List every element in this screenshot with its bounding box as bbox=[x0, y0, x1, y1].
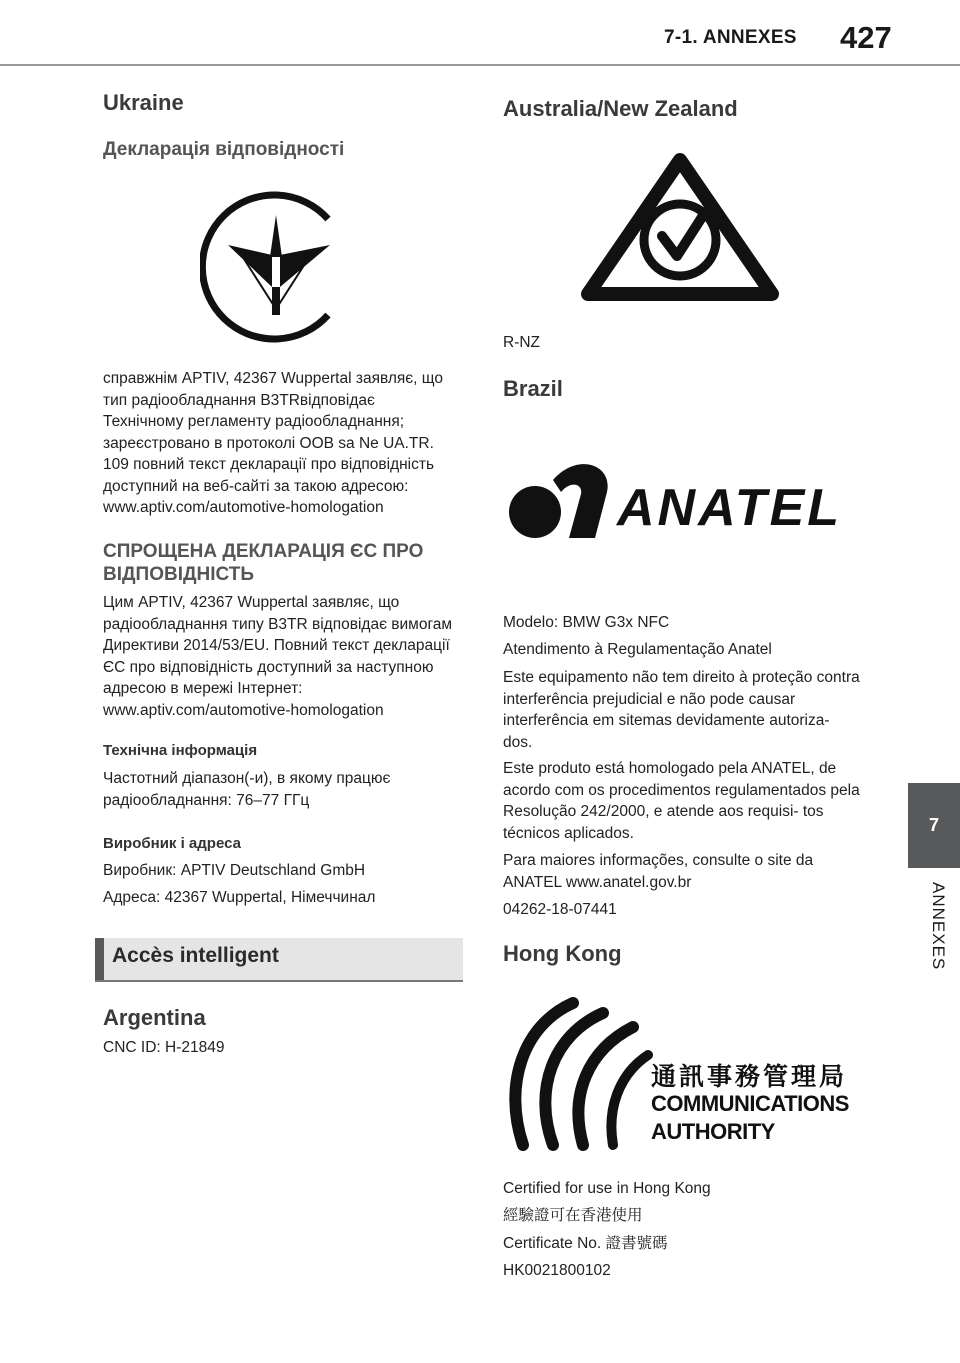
chapter-tab[interactable]: 7 bbox=[908, 783, 960, 868]
ukraine-maker-line1: Виробник: APTIV Deutschland GmbH bbox=[103, 862, 366, 879]
hongkong-certificate-number: HK0021800102 bbox=[503, 1262, 611, 1279]
ukraine-eu-heading: СПРОЩЕНА ДЕКЛАРАЦІЯ ЄС ПРО ВІДПОВІДНІСТЬ bbox=[103, 541, 424, 585]
chapter-label: 7-1. ANNEXES bbox=[664, 27, 797, 48]
page-number: 427 bbox=[840, 20, 892, 55]
hongkong-certified: Certified for use in Hong Kong bbox=[503, 1180, 711, 1197]
hongkong-title: Hong Kong bbox=[503, 941, 622, 966]
argentina-text: CNC ID: H-21849 bbox=[103, 1039, 225, 1056]
ofca-english-name-line2: AUTHORITY bbox=[651, 1119, 775, 1144]
ukraine-maker-line2: Адреса: 42367 Wuppertal, Німеччинaл bbox=[103, 889, 376, 906]
ofca-chinese-name: 通訊事務管理局 bbox=[651, 1063, 848, 1091]
brazil-code: 04262-18-07441 bbox=[503, 901, 617, 918]
ofca-english-name-line1: COMMUNICATIONS bbox=[651, 1091, 849, 1116]
anatel-emblem-icon bbox=[505, 452, 615, 544]
brazil-para2: Este produto está homologado pela ANATEL, de acordo com os procedimentos regulamentados pela Resolução 242/2000, e atende aos requisi- tos técnicos aplicados. bbox=[503, 760, 860, 842]
ukraine-conformity-mark-icon bbox=[200, 187, 350, 347]
ukraine-maker-heading: Виробник і адреса bbox=[103, 835, 241, 852]
brazil-model: Modelo: BMW G3x NFC bbox=[503, 614, 670, 631]
australia-caption: R-NZ bbox=[503, 334, 541, 351]
banner-title: Accès intelligent bbox=[112, 944, 279, 967]
ukraine-subtitle: Декларація відповідності bbox=[103, 139, 345, 160]
hongkong-certified-chinese: 經驗證可在香港使用 bbox=[503, 1207, 643, 1224]
section-banner bbox=[95, 938, 463, 982]
ofca-swirl-icon bbox=[503, 995, 653, 1155]
header-divider bbox=[0, 64, 960, 66]
ukraine-eu-text: Цим APTIV, 42367 Wuppertal заявляє, що радіообладнання типу B3TR відповідає вимогам Директиви 2014/53/EU. Повний текст декларації ЄС про відповідність доступний за наступною адресою в мережі Інтернет: www.aptiv.com/automotive-homologation bbox=[103, 594, 453, 719]
brazil-regulation: Atendimento à Regulamentação Anatel bbox=[503, 641, 772, 658]
brazil-para3: Para maiores informações, consulte o site da ANATEL www.anatel.gov.br bbox=[503, 852, 814, 891]
chapter-tab-label: ANNEXES bbox=[929, 882, 948, 971]
banner-accent-bar bbox=[95, 938, 104, 980]
anatel-logo bbox=[505, 452, 850, 544]
hongkong-certificate-label: Certificate No. 證書號碼 bbox=[503, 1235, 668, 1252]
brazil-title: Brazil bbox=[503, 376, 563, 401]
australia-title: Australia/New Zealand bbox=[503, 96, 738, 121]
ukraine-tech-text: Частотний діапазон(-и), в якому працює радіообладнання: 76–77 ГГц bbox=[103, 770, 391, 809]
argentina-title: Argentina bbox=[103, 1005, 206, 1030]
brazil-para1: Este equipamento não tem direito à proteção contra interferência prejudicial e não pode causar interferência em sitemas devidamente autoriza- dos. bbox=[503, 669, 860, 751]
ofca-logo bbox=[503, 995, 863, 1155]
ukraine-tech-heading: Технічна інформація bbox=[103, 742, 258, 759]
rcm-compliance-mark-icon bbox=[580, 152, 780, 302]
anatel-logo-text: ANATEL bbox=[617, 479, 843, 537]
page-header bbox=[0, 0, 960, 66]
ukraine-title: Ukraine bbox=[103, 90, 184, 115]
ukraine-declaration-text: справжнім APTIV, 42367 Wuppertal заявляє, що тип радіообладнання B3TRвідповідає Технічному регламенту радіообладнання; зареєстровано в протоколі OOB sa Ne UA.TR. 109 повний текст декларації про відповідність доступний на веб-сайті за такою адресою: www.aptiv.com/automotive-homologation bbox=[103, 370, 443, 516]
